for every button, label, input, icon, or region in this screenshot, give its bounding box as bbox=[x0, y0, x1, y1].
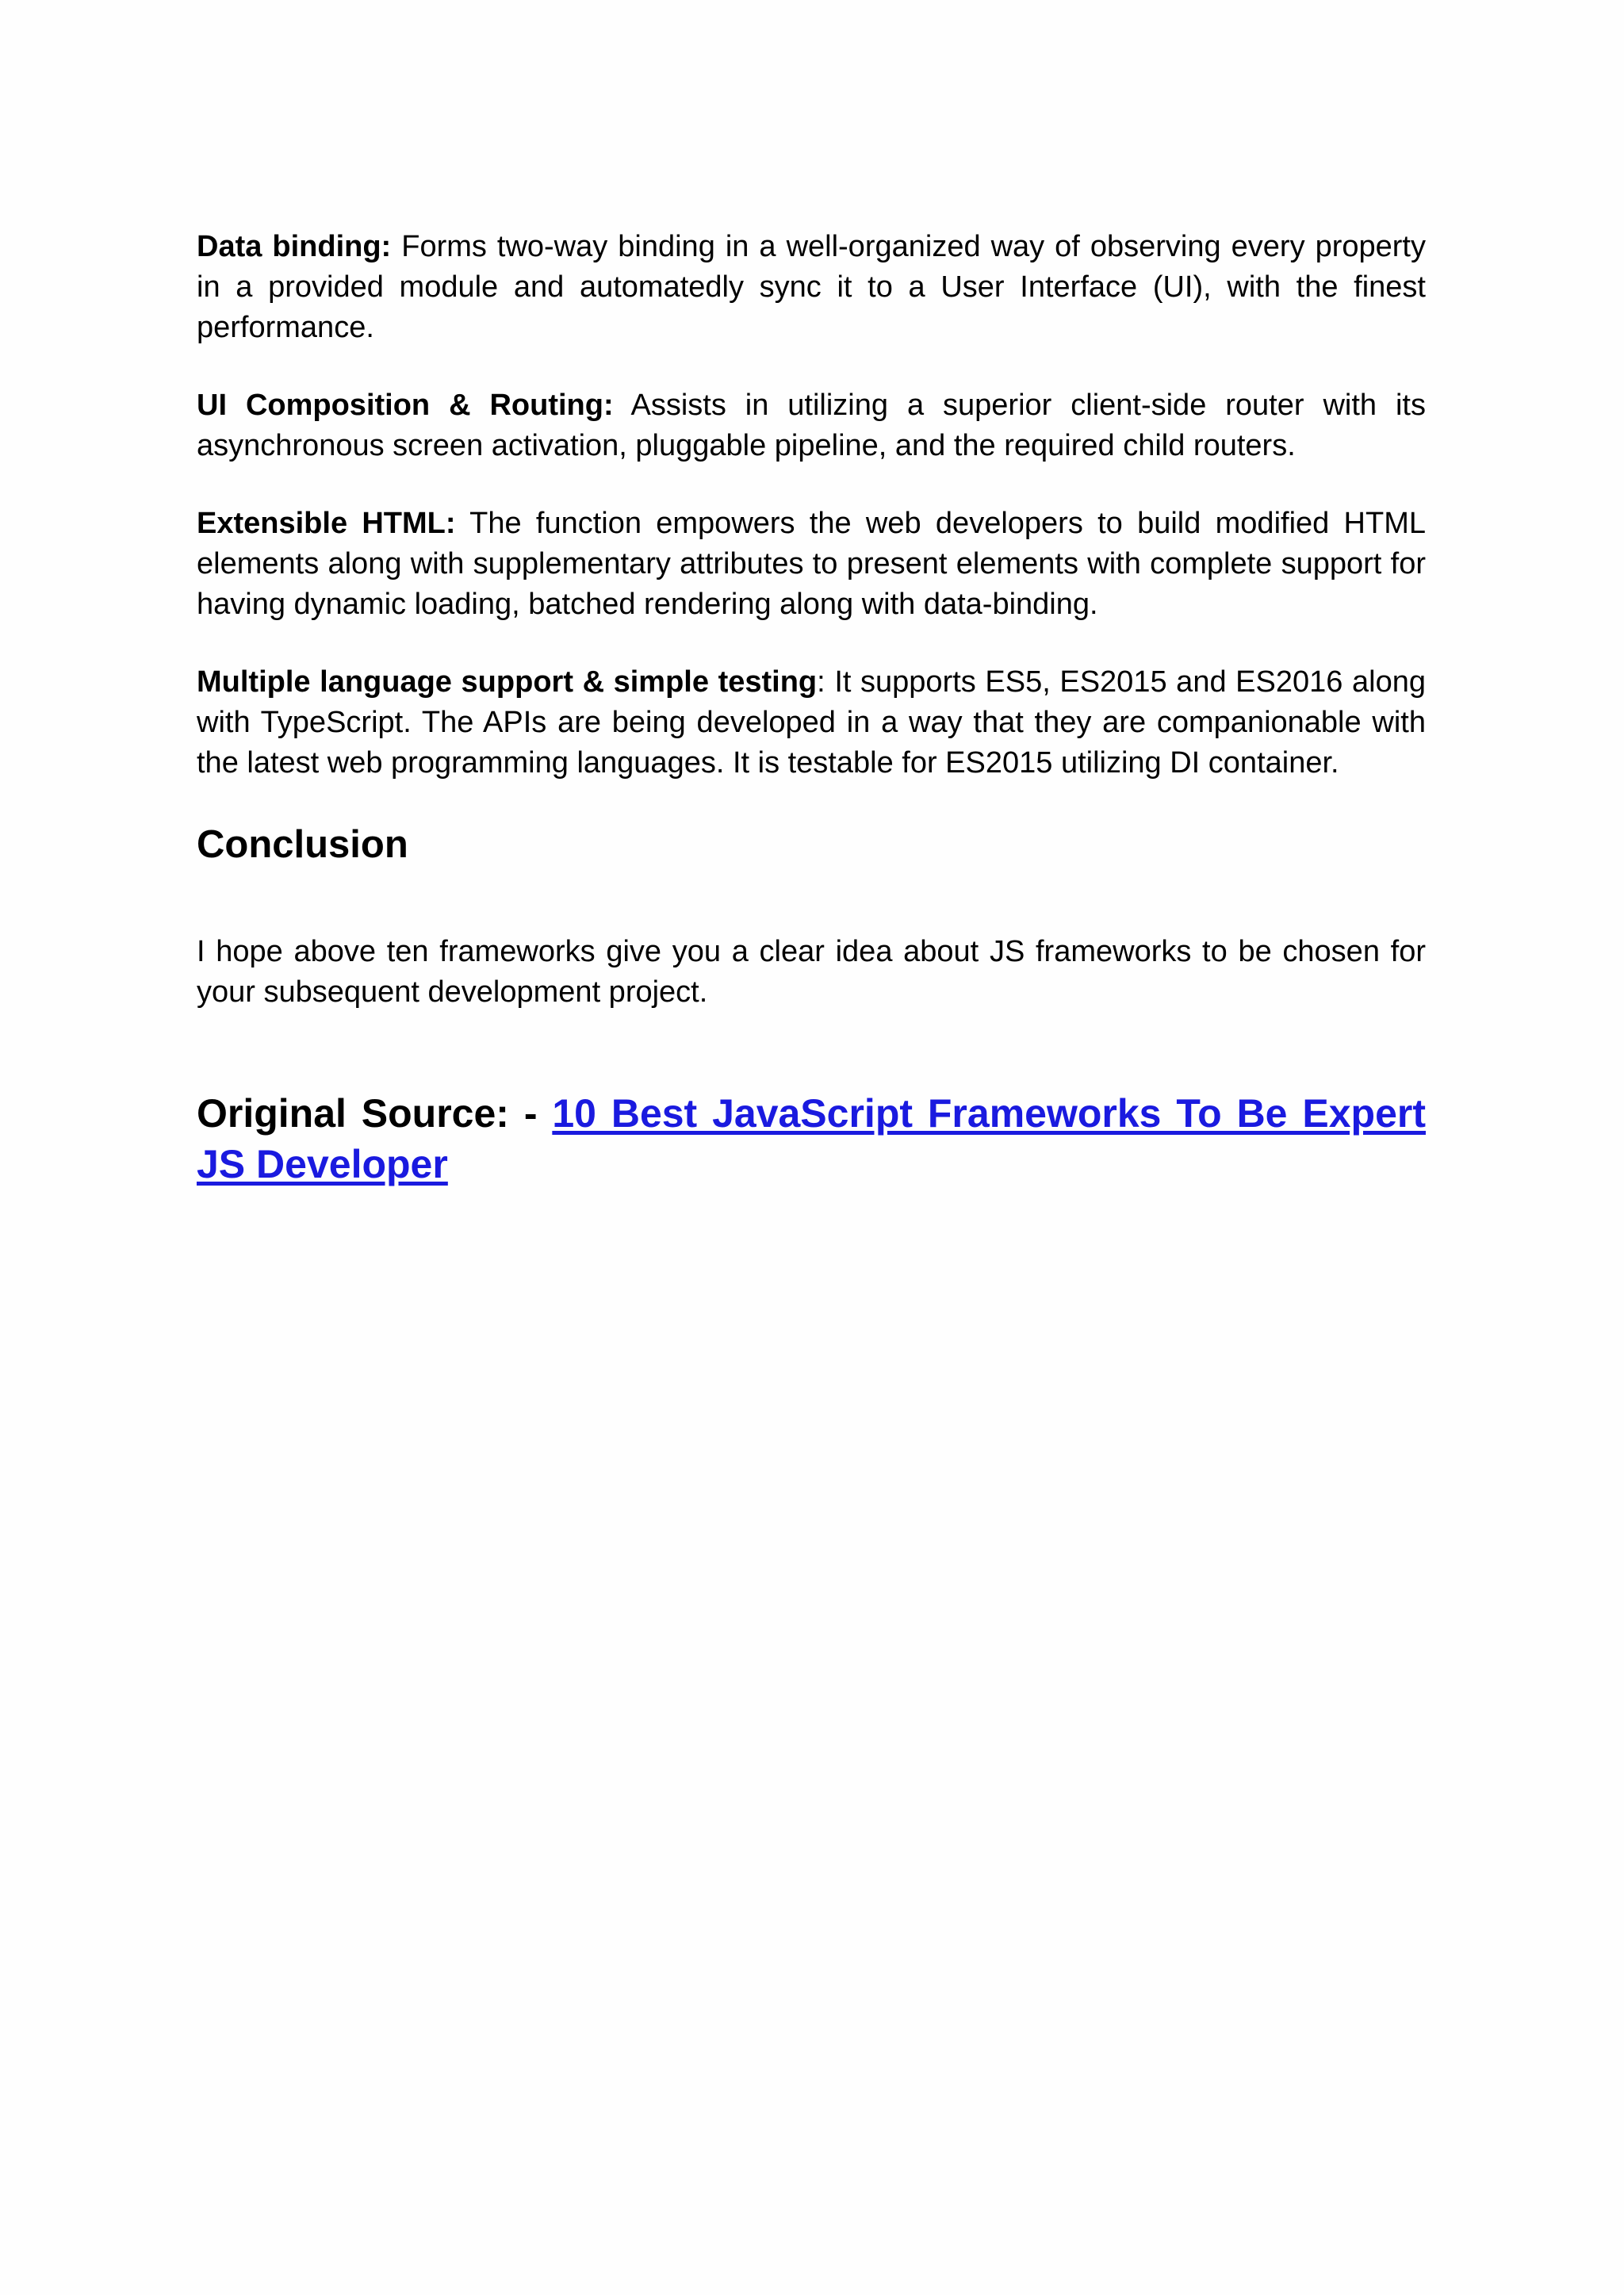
description-data-binding: Forms two-way binding in a well-organized way of observing every property in a provided module and automatedly sync it to a User Interface (UI), with the finest performance. bbox=[197, 230, 1426, 344]
paragraph-data-binding bbox=[197, 227, 1426, 348]
conclusion-heading: Conclusion bbox=[197, 823, 408, 866]
source-link[interactable]: 10 Best JavaScript Frameworks To Be Expert JS Developer bbox=[197, 1091, 1426, 1186]
term-ui-composition: UI Composition & Routing: bbox=[197, 389, 614, 422]
paragraph-ui-composition bbox=[197, 385, 1426, 466]
page-content bbox=[197, 227, 1426, 1190]
term-language-support: Multiple language support & simple testing bbox=[197, 665, 818, 699]
paragraph-extensible-html bbox=[197, 504, 1426, 625]
description-ui-composition: Assists in utilizing a superior client-side router with its asynchronous screen activation, pluggable pipeline, and the required child routers. bbox=[197, 389, 1426, 462]
term-data-binding: Data binding: bbox=[197, 230, 392, 263]
term-extensible-html: Extensible HTML: bbox=[197, 507, 456, 540]
description-extensible-html: The function empowers the web developers to build modified HTML elements along with supplementary attributes to present elements with complete support for having dynamic loading, batched rendering along with data-binding. bbox=[197, 507, 1426, 621]
conclusion-paragraph: I hope above ten frameworks give you a clear idea about JS frameworks to be chosen for your subsequent development project. bbox=[197, 935, 1426, 1009]
paragraph-language-support bbox=[197, 662, 1426, 784]
description-language-support: : It supports ES5, ES2015 and ES2016 along with TypeScript. The APIs are being developed in a way that they are companionable with the latest web programming languages. It is testable for ES2015 utilizing DI container. bbox=[197, 665, 1426, 780]
source-label: Original Source: - bbox=[197, 1091, 553, 1136]
original-source bbox=[197, 1088, 1426, 1190]
